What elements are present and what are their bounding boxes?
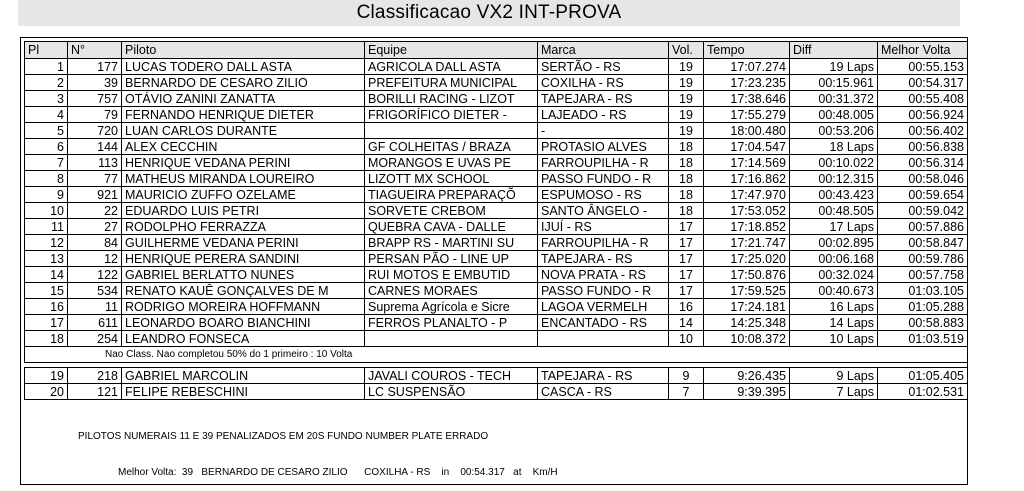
cell-diff: 00:06.168: [790, 251, 878, 267]
cell-pl: 15: [25, 283, 68, 299]
cell-num: 218: [68, 368, 122, 384]
cell-pl: 7: [25, 155, 68, 171]
cell-piloto: LEANDRO FONSECA: [122, 331, 365, 347]
cell-vol: 18: [669, 171, 704, 187]
cell-equipe: Suprema Agrícola e Sicre: [365, 299, 538, 315]
cell-num: 757: [68, 91, 122, 107]
cell-melhor-volta: 01:03.519: [878, 331, 968, 347]
cell-marca: TAPEJARA - RS: [538, 91, 669, 107]
cell-melhor-volta: 00:58.847: [878, 235, 968, 251]
cell-num: 113: [68, 155, 122, 171]
cell-pl: 1: [25, 59, 68, 75]
table-row: [25, 139, 968, 155]
cell-equipe: SORVETE CREBOM: [365, 203, 538, 219]
cell-pl: 18: [25, 331, 68, 347]
cell-melhor-volta: 00:55.153: [878, 59, 968, 75]
cell-marca: ESPUMOSO - RS: [538, 187, 669, 203]
cell-marca: FARROUPILHA - R: [538, 235, 669, 251]
cell-tempo: 17:24.181: [704, 299, 790, 315]
cell-num: 11: [68, 299, 122, 315]
cell-num: 144: [68, 139, 122, 155]
cell-vol: 18: [669, 187, 704, 203]
note-body: [25, 347, 968, 368]
cell-equipe: BRAPP RS - MARTINI SU: [365, 235, 538, 251]
cell-tempo: 17:38.646: [704, 91, 790, 107]
cell-tempo: 17:50.876: [704, 267, 790, 283]
cell-piloto: ALEX CECCHIN: [122, 139, 365, 155]
cell-vol: 17: [669, 235, 704, 251]
table-row: [25, 171, 968, 187]
cell-pl: 13: [25, 251, 68, 267]
table-row: [25, 315, 968, 331]
cell-vol: 16: [669, 299, 704, 315]
table-row: [25, 331, 968, 347]
cell-piloto: RENATO KAUÊ GONÇALVES DE M: [122, 283, 365, 299]
table-row: [25, 91, 968, 107]
cell-diff: 00:15.961: [790, 75, 878, 91]
cell-marca: ENCANTADO - RS: [538, 315, 669, 331]
cell-equipe: [365, 331, 538, 347]
cell-diff: 16 Laps: [790, 299, 878, 315]
cell-pl: 19: [25, 368, 68, 384]
cell-pl: 17: [25, 315, 68, 331]
header-tempo: Tempo: [704, 42, 790, 59]
cell-marca: NOVA PRATA - RS: [538, 267, 669, 283]
table-row: [25, 155, 968, 171]
cell-piloto: LEONARDO BOARO BIANCHINI: [122, 315, 365, 331]
cell-tempo: 9:39.395: [704, 384, 790, 400]
cell-vol: 18: [669, 155, 704, 171]
classified-body: [25, 59, 968, 347]
header-equipe: Equipe: [365, 42, 538, 59]
cell-num: 534: [68, 283, 122, 299]
cell-diff: 00:12.315: [790, 171, 878, 187]
table-row: [25, 368, 968, 384]
best-lap-line: Melhor Volta: 39 BERNARDO DE CESARO ZILIO COXILHA - RS in 00:54.317 at Km/H: [118, 467, 558, 478]
cell-piloto: HENRIQUE PERERA SANDINI: [122, 251, 365, 267]
cell-melhor-volta: 00:59.042: [878, 203, 968, 219]
cell-pl: 8: [25, 171, 68, 187]
cell-diff: 9 Laps: [790, 368, 878, 384]
cell-marca: CASCA - RS: [538, 384, 669, 400]
cell-vol: 19: [669, 123, 704, 139]
title-bar: [18, 0, 960, 26]
cell-tempo: 9:26.435: [704, 368, 790, 384]
header-pl: Pl: [25, 42, 68, 59]
cell-equipe: MORANGOS E UVAS PE: [365, 155, 538, 171]
header-vol: Vol.: [669, 42, 704, 59]
cell-melhor-volta: 00:56.924: [878, 107, 968, 123]
cell-equipe: PREFEITURA MUNICIPAL: [365, 75, 538, 91]
cell-vol: 7: [669, 384, 704, 400]
cell-piloto: FERNANDO HENRIQUE DIETER: [122, 107, 365, 123]
cell-num: 12: [68, 251, 122, 267]
cell-equipe: TIAGUEIRA PREPARAÇÕ: [365, 187, 538, 203]
cell-equipe: JAVALI COUROS - TECH: [365, 368, 538, 384]
header-piloto: Piloto: [122, 42, 365, 59]
cell-equipe: RUI MOTOS E EMBUTID: [365, 267, 538, 283]
cell-marca: COXILHA - RS: [538, 75, 669, 91]
cell-equipe: GF COLHEITAS / BRAZA: [365, 139, 538, 155]
cell-marca: SANTO ÂNGELO -: [538, 203, 669, 219]
cell-vol: 17: [669, 219, 704, 235]
cell-piloto: LUCAS TODERO DALL ASTA: [122, 59, 365, 75]
cell-melhor-volta: 00:59.786: [878, 251, 968, 267]
cell-diff: 00:48.005: [790, 107, 878, 123]
cell-pl: 4: [25, 107, 68, 123]
cell-diff: 17 Laps: [790, 219, 878, 235]
cell-piloto: GUILHERME VEDANA PERINI: [122, 235, 365, 251]
cell-melhor-volta: 00:56.402: [878, 123, 968, 139]
cell-diff: 7 Laps: [790, 384, 878, 400]
table-row: [25, 299, 968, 315]
cell-equipe: FERROS PLANALTO - P: [365, 315, 538, 331]
cell-tempo: 17:25.020: [704, 251, 790, 267]
cell-piloto: LUAN CARLOS DURANTE: [122, 123, 365, 139]
cell-vol: 19: [669, 75, 704, 91]
cell-vol: 17: [669, 251, 704, 267]
cell-equipe: [365, 123, 538, 139]
cell-vol: 19: [669, 91, 704, 107]
cell-melhor-volta: 00:55.408: [878, 91, 968, 107]
cell-vol: 17: [669, 267, 704, 283]
table-row: [25, 123, 968, 139]
cell-vol: 10: [669, 331, 704, 347]
cell-piloto: RODOLPHO FERRAZZA: [122, 219, 365, 235]
cell-num: 720: [68, 123, 122, 139]
table-row: [25, 384, 968, 400]
cell-piloto: GABRIEL BERLATTO NUNES: [122, 267, 365, 283]
cell-pl: 10: [25, 203, 68, 219]
cell-tempo: 14:25.348: [704, 315, 790, 331]
cell-pl: 14: [25, 267, 68, 283]
cell-equipe: CARNES MORAES: [365, 283, 538, 299]
table-row: [25, 251, 968, 267]
cell-piloto: HENRIQUE VEDANA PERINI: [122, 155, 365, 171]
cell-marca: SERTÃO - RS: [538, 59, 669, 75]
cell-num: 22: [68, 203, 122, 219]
cell-marca: LAGOA VERMELH: [538, 299, 669, 315]
cell-tempo: 10:08.372: [704, 331, 790, 347]
cell-vol: 19: [669, 59, 704, 75]
cell-piloto: RODRIGO MOREIRA HOFFMANN: [122, 299, 365, 315]
cell-marca: LAJEADO - RS: [538, 107, 669, 123]
cell-num: 27: [68, 219, 122, 235]
cell-tempo: 17:55.279: [704, 107, 790, 123]
cell-piloto: EDUARDO LUIS PETRI: [122, 203, 365, 219]
cell-marca: TAPEJARA - RS: [538, 251, 669, 267]
cell-melhor-volta: 01:05.288: [878, 299, 968, 315]
cell-diff: 00:02.895: [790, 235, 878, 251]
table-row: [25, 267, 968, 283]
cell-tempo: 17:47.970: [704, 187, 790, 203]
cell-vol: 14: [669, 315, 704, 331]
cell-piloto: BERNARDO DE CESARO ZILIO: [122, 75, 365, 91]
table-row: [25, 283, 968, 299]
table-row: [25, 59, 968, 75]
cell-melhor-volta: 00:58.883: [878, 315, 968, 331]
page-title: Classificacao VX2 INT-PROVA: [356, 2, 622, 23]
cell-vol: 9: [669, 368, 704, 384]
table-row: [25, 235, 968, 251]
cell-melhor-volta: 01:03.105: [878, 283, 968, 299]
header-melhor-volta: Melhor Volta: [878, 42, 968, 59]
cell-melhor-volta: 00:57.758: [878, 267, 968, 283]
cell-pl: 6: [25, 139, 68, 155]
cell-diff: 00:40.673: [790, 283, 878, 299]
cell-num: 611: [68, 315, 122, 331]
cell-pl: 11: [25, 219, 68, 235]
cell-pl: 20: [25, 384, 68, 400]
cell-tempo: 17:07.274: [704, 59, 790, 75]
table-row: [25, 203, 968, 219]
not-classified-body: [25, 368, 968, 400]
cell-marca: PASSO FUNDO - R: [538, 283, 669, 299]
cell-num: 79: [68, 107, 122, 123]
cell-num: 121: [68, 384, 122, 400]
cell-melhor-volta: 00:57.886: [878, 219, 968, 235]
table-row: [25, 75, 968, 91]
header-diff: Diff: [790, 42, 878, 59]
cell-marca: [538, 331, 669, 347]
not-classified-row: [25, 347, 968, 363]
cell-vol: 18: [669, 203, 704, 219]
cell-num: 77: [68, 171, 122, 187]
cell-marca: FARROUPILHA - R: [538, 155, 669, 171]
cell-melhor-volta: 00:56.314: [878, 155, 968, 171]
cell-diff: 00:31.372: [790, 91, 878, 107]
cell-tempo: 17:18.852: [704, 219, 790, 235]
cell-pl: 3: [25, 91, 68, 107]
cell-tempo: 17:59.525: [704, 283, 790, 299]
table-row: [25, 219, 968, 235]
cell-tempo: 17:04.547: [704, 139, 790, 155]
cell-diff: 19 Laps: [790, 59, 878, 75]
cell-equipe: QUEBRA CAVA - DALLE: [365, 219, 538, 235]
not-classified-note: Nao Class. Nao completou 50% do 1 primeiro : 10 Volta: [25, 347, 968, 363]
cell-melhor-volta: 00:54.317: [878, 75, 968, 91]
cell-diff: 18 Laps: [790, 139, 878, 155]
penalty-note: PILOTOS NUMERAIS 11 E 39 PENALIZADOS EM 20S FUNDO NUMBER PLATE ERRADO: [78, 431, 489, 442]
cell-vol: 18: [669, 139, 704, 155]
cell-equipe: LC SUSPENSÃO: [365, 384, 538, 400]
cell-melhor-volta: 00:56.838: [878, 139, 968, 155]
cell-marca: PASSO FUNDO - R: [538, 171, 669, 187]
cell-marca: TAPEJARA - RS: [538, 368, 669, 384]
cell-marca: IJUÍ - RS: [538, 219, 669, 235]
cell-tempo: 17:16.862: [704, 171, 790, 187]
cell-tempo: 17:53.052: [704, 203, 790, 219]
cell-melhor-volta: 00:58.046: [878, 171, 968, 187]
header-marca: Marca: [538, 42, 669, 59]
cell-pl: 9: [25, 187, 68, 203]
cell-pl: 5: [25, 123, 68, 139]
cell-tempo: 17:21.747: [704, 235, 790, 251]
cell-diff: 00:43.423: [790, 187, 878, 203]
cell-diff: 10 Laps: [790, 331, 878, 347]
header-num: N°: [68, 42, 122, 59]
cell-melhor-volta: 00:59.654: [878, 187, 968, 203]
cell-equipe: FRIGORÍFICO DIETER -: [365, 107, 538, 123]
cell-diff: 00:53.206: [790, 123, 878, 139]
cell-num: 921: [68, 187, 122, 203]
cell-num: 177: [68, 59, 122, 75]
cell-piloto: MAURICIO ZUFFO OZELAME: [122, 187, 365, 203]
cell-melhor-volta: 01:05.405: [878, 368, 968, 384]
table-header-row: [25, 42, 968, 59]
cell-num: 39: [68, 75, 122, 91]
cell-tempo: 17:14.569: [704, 155, 790, 171]
cell-diff: 00:10.022: [790, 155, 878, 171]
cell-diff: 00:32.024: [790, 267, 878, 283]
cell-piloto: OTÁVIO ZANINI ZANATTA: [122, 91, 365, 107]
cell-pl: 2: [25, 75, 68, 91]
cell-diff: 14 Laps: [790, 315, 878, 331]
cell-marca: -: [538, 123, 669, 139]
cell-pl: 16: [25, 299, 68, 315]
cell-melhor-volta: 01:02.531: [878, 384, 968, 400]
cell-pl: 12: [25, 235, 68, 251]
cell-num: 254: [68, 331, 122, 347]
cell-tempo: 18:00.480: [704, 123, 790, 139]
cell-equipe: BORILLI RACING - LIZOT: [365, 91, 538, 107]
cell-num: 122: [68, 267, 122, 283]
cell-vol: 17: [669, 283, 704, 299]
cell-piloto: MATHEUS MIRANDA LOUREIRO: [122, 171, 365, 187]
cell-equipe: PERSAN PÃO - LINE UP: [365, 251, 538, 267]
cell-num: 84: [68, 235, 122, 251]
cell-equipe: AGRICOLA DALL ASTA: [365, 59, 538, 75]
cell-piloto: FELIPE REBESCHINI: [122, 384, 365, 400]
cell-tempo: 17:23.235: [704, 75, 790, 91]
results-table: [24, 41, 968, 400]
cell-marca: PROTASIO ALVES: [538, 139, 669, 155]
table-row: [25, 107, 968, 123]
cell-equipe: LIZOTT MX SCHOOL: [365, 171, 538, 187]
cell-diff: 00:48.505: [790, 203, 878, 219]
table-row: [25, 187, 968, 203]
cell-vol: 19: [669, 107, 704, 123]
cell-piloto: GABRIEL MARCOLIN: [122, 368, 365, 384]
